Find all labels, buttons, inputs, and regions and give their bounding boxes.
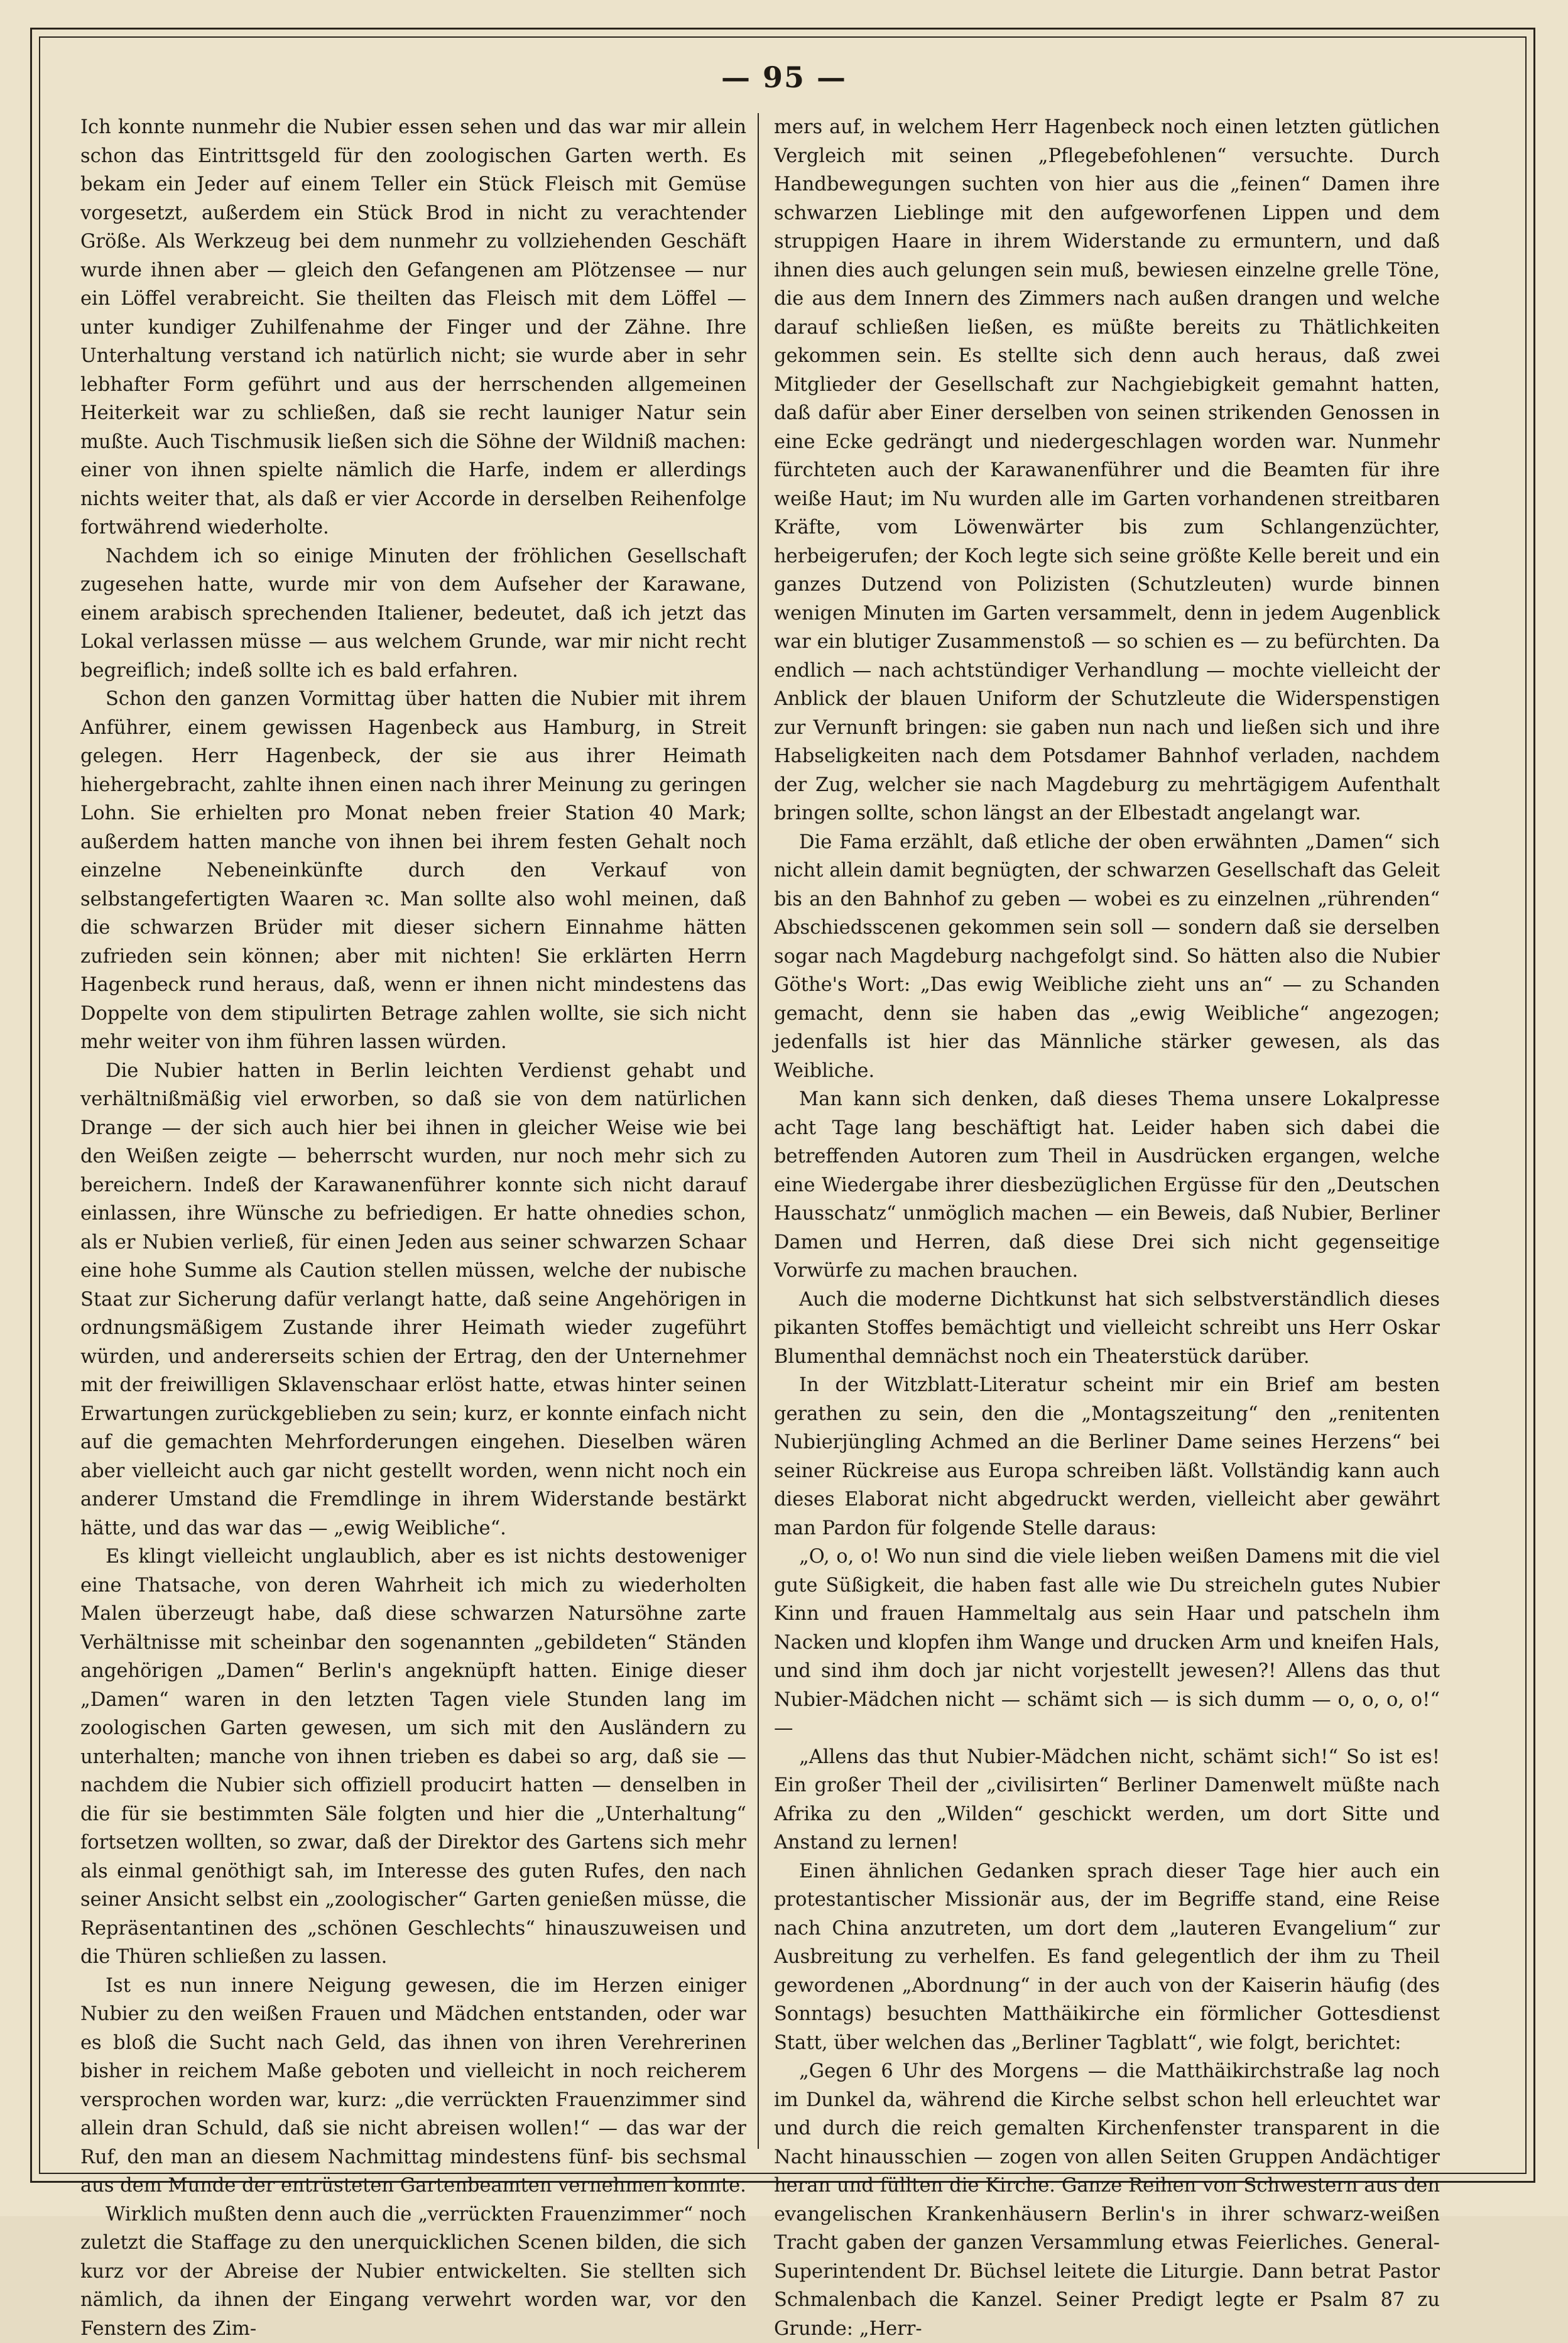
paragraph: „Allens das thut Nubier-Mädchen nicht, schämt sich!“ So ist es! Ein großer Theil der „civilisirten“ Berliner Damenwelt müßte nach Afrika zu den „Wilden“ geschickt werden, um dort Sitte und Anstand zu lernen! [774, 1743, 1440, 1857]
paragraph: Einen ähnlichen Gedanken sprach dieser Tage hier auch ein protestantischer Missionär aus, der im Begriffe stand, eine Reise nach China anzutreten, um dort dem „lauteren Evangelium“ zur Ausbreitung zu verhelfen. Es fand gelegentlich der ihm zu Theil gewordenen „Abordnung“ in der auch von der Kaiserin häufig (des Sonntags) besuchten Matthäikirche ein förmlicher Gottesdienst Statt, über welchen das „Berliner Tagblatt“, wie folgt, berichtet: [774, 1857, 1440, 2058]
paragraph: „O, o, o! Wo nun sind die viele lieben weißen Damens mit die viel gute Süßigkeit, die haben fast alle wie Du streicheln gutes Nubier Kinn und frauen Hammeltalg aus sein Haar und patscheln ihm Nacken und klopfen ihm Wange und drucken Arm und kneifen Hals, und sind ihm doch jar nicht vorjestellt jewesen?! Allens das thut Nubier-Mädchen nicht — schämt sich — is sich dumm — o, o, o, o!“ — [774, 1543, 1440, 1743]
left-column [80, 113, 746, 2155]
paragraph: In der Witzblatt-Literatur scheint mir ein Brief am besten gerathen zu sein, den die „Montagszeitung“ den „renitenten Nubierjüngling Achmed an die Berliner Dame seines Herzens“ bei seiner Rückreise aus Europa schreiben läßt. Vollständig kann auch dieses Elaborat nicht abgedruckt werden, vielleicht aber gewährt man Pardon für folgende Stelle daraus: [774, 1371, 1440, 1543]
paragraph: Ist es nun innere Neigung gewesen, die im Herzen einiger Nubier zu den weißen Frauen und Mädchen entstanden, oder war es bloß die Sucht nach Geld, das ihnen von ihren Verehrerinen bisher in reichem Maße geboten und vielleicht in noch reicherem versprochen worden war, kurz: „die verrückten Frauenzimmer sind allein dran Schuld, daß sie nicht abreisen wollen!“ — das war der Ruf, den man an diesem Nachmittag mindestens fünf- bis sechsmal aus dem Munde der entrüsteten Gartenbeamten vernehmen konnte. [80, 1972, 746, 2200]
paragraph: Nachdem ich so einige Minuten der fröhlichen Gesellschaft zugesehen hatte, wurde mir von dem Aufseher der Karawane, einem arabisch sprechenden Italiener, bedeutet, daß ich jetzt das Lokal verlassen müsse — aus welchem Grunde, war mir nicht recht begreiflich; indeß sollte ich es bald erfahren. [80, 542, 746, 685]
paragraph: Die Fama erzählt, daß etliche der oben erwähnten „Damen“ sich nicht allein damit begnügten, der schwarzen Gesellschaft das Geleit bis an den Bahnhof zu geben — wobei es zu einzelnen „rührenden“ Abschiedsscenen gekommen sein soll — sondern daß sie derselben sogar nach Magdeburg nachgefolgt sind. So hätten also die Nubier Göthe's Wort: „Das ewig Weibliche zieht uns an“ — zu Schanden gemacht, denn sie haben das „ewig Weibliche“ angezogen; jedenfalls ist hier das Männliche stärker gewesen, als das Weibliche. [774, 828, 1440, 1086]
paragraph: Auch die moderne Dichtkunst hat sich selbstverständlich dieses pikanten Stoffes bemächtigt und vielleicht schreibt uns Herr Oskar Blumenthal demnächst noch ein Theaterstück darüber. [774, 1286, 1440, 1372]
paragraph: mers auf, in welchem Herr Hagenbeck noch einen letzten gütlichen Vergleich mit seinen „Pflegebefohlenen“ versuchte. Durch Handbewegungen suchten von hier aus die „feinen“ Damen ihre schwarzen Lieblinge mit den aufgeworfenen Lippen und dem struppigen Haare in ihrem Widerstande zu ermuntern, und daß ihnen dies auch gelungen sein muß, bewiesen einzelne grelle Töne, die aus dem Innern des Zimmers nach außen drangen und welche darauf schließen ließen, es müßte bereits zu Thätlichkeiten gekommen sein. Es stellte sich denn auch heraus, daß zwei Mitglieder der Gesellschaft zur Nachgiebigkeit gemahnt hatten, daß dafür aber Einer derselben von seinen strikenden Genossen in eine Ecke gedrängt und niedergeschlagen worden war. Nunmehr fürchteten auch der Karawanenführer und die Beamten für ihre weiße Haut; im Nu wurden alle im Garten vorhandenen streitbaren Kräfte, vom Löwenwärter bis zum Schlangenzüchter, herbeigerufen; der Koch legte sich seine größte Kelle bereit und ein ganzes Dutzend von Polizisten (Schutzleuten) wurde binnen wenigen Minuten im Garten versammelt, denn in jedem Augenblick war ein blutiger Zusammenstoß — so schien es — zu befürchten. Da endlich — nach achtstündiger Verhandlung — mochte vielleicht der Anblick der blauen Uniform der Schutzleute die Widerspenstigen zur Vernunft bringen: sie gaben nun nach und ließen sich und ihre Habseligkeiten nach dem Potsdamer Bahnhof verladen, nachdem der Zug, welcher sie nach Magdeburg zu mehrtägigem Aufenthalt bringen sollte, schon längst an der Elbestadt angelangt war. [774, 113, 1440, 828]
paragraph: Schon den ganzen Vormittag über hatten die Nubier mit ihrem Anführer, einem gewissen Hagenbeck aus Hamburg, in Streit gelegen. Herr Hagenbeck, der sie aus ihrer Heimath hiehergebracht, zahlte ihnen einen nach ihrer Meinung zu geringen Lohn. Sie erhielten pro Monat neben freier Station 40 Mark; außerdem hatten manche von ihnen bei ihrem festen Gehalt noch einzelne Nebeneinkünfte durch den Verkauf von selbstangefertigten Waaren ꝛc. Man sollte also wohl meinen, daß die schwarzen Brüder mit dieser sichern Einnahme hätten zufrieden sein können; aber mit nichten! Sie erklärten Herrn Hagenbeck rund heraus, daß, wenn er ihnen nicht mindestens das Doppelte von dem stipulirten Betrage zahlen wollte, sie sich nicht mehr weiter von ihm führen lassen würden. [80, 685, 746, 1057]
paragraph: Die Nubier hatten in Berlin leichten Verdienst gehabt und verhältnißmäßig viel erworben, so daß sie von dem natürlichen Drange — der sich auch hier bei ihnen in gleicher Weise wie bei den Weißen zeigte — beherrscht wurden, nur noch mehr sich zu bereichern. Indeß der Karawanenführer konnte sich nicht darauf einlassen, ihre Wünsche zu befriedigen. Er hatte ohnedies schon, als er Nubien verließ, für einen Jeden aus seiner schwarzen Schaar eine hohe Summe als Caution stellen müssen, welche der nubische Staat zur Sicherung dafür verlangt hatte, daß seine Angehörigen in ordnungsmäßigem Zustande ihrer Heimath wieder zugeführt würden, und andererseits schien der Ertrag, den der Unternehmer mit der freiwilligen Sklavenschaar erlöst hatte, etwas hinter seinen Erwartungen zurückgeblieben zu sein; kurz, er konnte einfach nicht auf die gemachten Mehrforderungen eingehen. Dieselben wären aber vielleicht auch gar nicht gestellt worden, wenn nicht noch ein anderer Umstand die Fremdlinge in ihrem Widerstande bestärkt hätte, und das war das — „ewig Weibliche“. [80, 1057, 746, 1543]
page-number: — 95 — [0, 60, 1568, 94]
right-column [774, 113, 1440, 2155]
paragraph: Ich konnte nunmehr die Nubier essen sehen und das war mir allein schon das Eintrittsgeld für den zoologischen Garten werth. Es bekam ein Jeder auf einem Teller ein Stück Fleisch mit Gemüse vorgesetzt, außerdem ein Stück Brod in nicht zu verachtender Größe. Als Werkzeug bei dem nunmehr zu vollziehenden Geschäft wurde ihnen aber — gleich den Gefangenen am Plötzensee — nur ein Löffel verabreicht. Sie theilten das Fleisch mit dem Löffel — unter kundiger Zuhilfenahme der Finger und der Zähne. Ihre Unterhaltung verstand ich natürlich nicht; sie wurde aber in sehr lebhafter Form geführt und aus der herrschenden allgemeinen Heiterkeit war zu schließen, daß sie recht launiger Natur sein mußte. Auch Tischmusik ließen sich die Söhne der Wildniß machen: einer von ihnen spielte nämlich die Harfe, indem er allerdings nichts weiter that, als daß er vier Accorde in derselben Reihenfolge fortwährend wiederholte. [80, 113, 746, 542]
paragraph: Es klingt vielleicht unglaublich, aber es ist nichts destoweniger eine Thatsache, von deren Wahrheit ich mich zu wiederholten Malen überzeugt habe, daß diese schwarzen Natursöhne zarte Verhältnisse mit scheinbar den sogenannten „gebildeten“ Ständen angehörigen „Damen“ Berlin's angeknüpft hatten. Einige dieser „Damen“ waren in den letzten Tagen viele Stunden lang im zoologischen Garten gewesen, um sich mit den Ausländern zu unterhalten; manche von ihnen trieben es dabei so arg, daß sie — nachdem die Nubier sich offiziell producirt hatten — denselben in die für sie bestimmten Säle folgten und hier die „Unterhaltung“ fortsetzen wollten, so zwar, daß der Direktor des Gartens sich mehr als einmal genöthigt sah, im Interesse des guten Rufes, den nach seiner Ansicht selbst ein „zoologischer“ Garten genießen müsse, die Repräsentantinen des „schönen Geschlechts“ hinauszuweisen und die Thüren schließen zu lassen. [80, 1543, 746, 1972]
column-divider [758, 113, 759, 2149]
paragraph: „Gegen 6 Uhr des Morgens — die Matthäikirchstraße lag noch im Dunkel da, während die Kirche selbst schon hell erleuchtet war und durch die reich gemalten Kirchenfenster transparent in die Nacht hinausschien — zogen von allen Seiten Gruppen Andächtiger heran und füllten die Kirche. Ganze Reihen von Schwestern aus den evangelischen Krankenhäusern Berlin's in ihrer schwarz-weißen Tracht gaben der ganzen Versammlung etwas Feierliches. General-Superintendent Dr. Büchsel leitete die Liturgie. Dann betrat Pastor Schmalenbach die Kanzel. Seiner Predigt legte er Psalm 87 zu Grunde: „Herr- [774, 2057, 1440, 2343]
paragraph: Wirklich mußten denn auch die „verrückten Frauenzimmer“ noch zuletzt die Staffage zu den unerquicklichen Scenen bilden, die sich kurz vor der Abreise der Nubier entwickelten. Sie stellten sich nämlich, da ihnen der Eingang verwehrt worden war, vor den Fenstern des Zim- [80, 2200, 746, 2343]
paragraph: Man kann sich denken, daß dieses Thema unsere Lokalpresse acht Tage lang beschäftigt hat. Leider haben sich dabei die betreffenden Autoren zum Theil in Ausdrücken ergangen, welche eine Wiedergabe ihrer diesbezüglichen Ergüsse für den „Deutschen Hausschatz“ unmöglich machen — ein Beweis, daß Nubier, Berliner Damen und Herren, daß diese Drei sich nicht gegenseitige Vorwürfe zu machen brauchen. [774, 1085, 1440, 1286]
